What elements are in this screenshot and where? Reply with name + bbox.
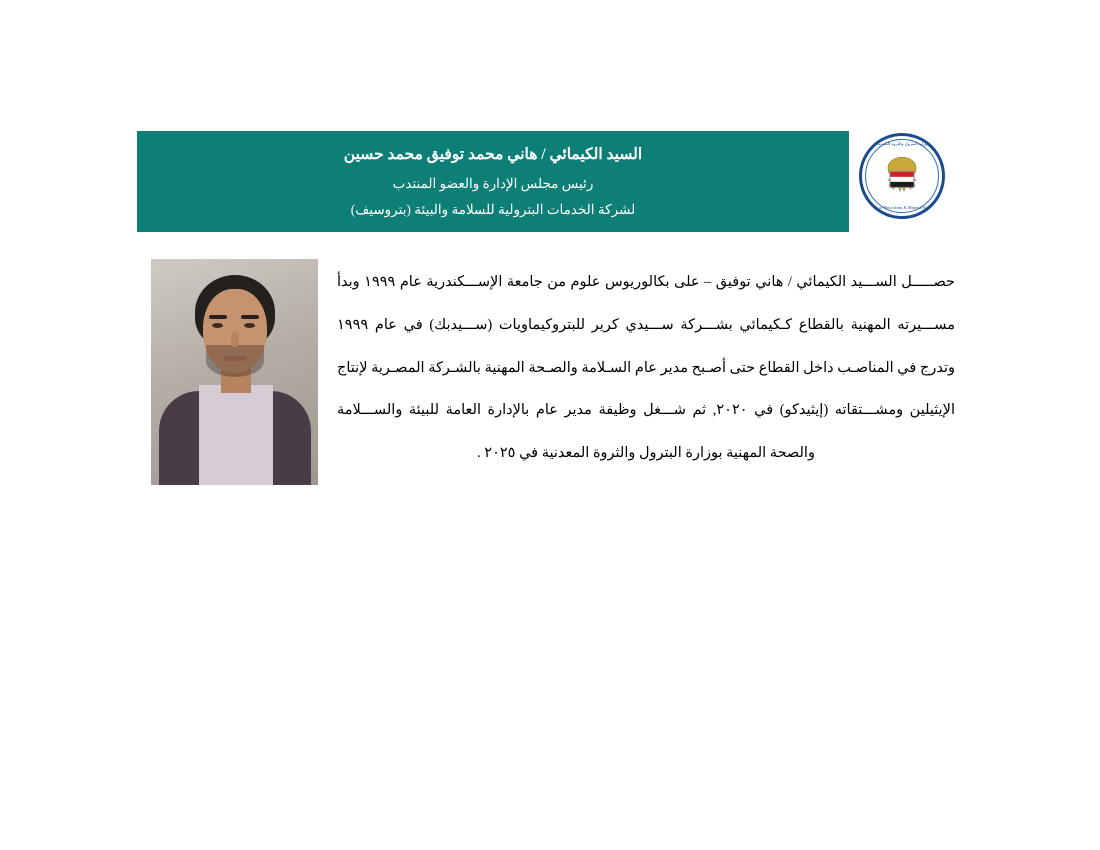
egypt-flag-icon (890, 171, 915, 188)
person-role-line-1: رئيس مجلس الإدارة والعضو المنتدب (392, 175, 594, 191)
ministry-logo-icon (859, 133, 945, 219)
emblem-ring-text-bottom: Ministry of Petroleum & Mineral Resources (862, 205, 942, 210)
emblem-ring-text-top: وزارة البترول والثروة المعدنية (876, 141, 928, 146)
ministry-emblem (859, 133, 945, 219)
header-banner (137, 131, 849, 232)
person-name: السيد الكيمائي / هاني محمد توفيق محمد حسين (343, 145, 643, 163)
portrait-photo (151, 259, 318, 485)
biography-paragraph: حصـــــل الســـيد الكيمائي / هاني توفيق – على بكالوريوس علوم من جامعة الإســـكندرية عام ١٩٩٩ وبدأ مســـيرته المهنية بالقطاع كـكيمائي بشـــركة ســـيدي كرير للبتروكيماويات (ســـيدبك) في عام ١٩٩٩ وتدرج في المناصـب داخل القطاع حتى أصـبح مدير عام السـلامة والصـحة المهنية بالشـركة المصـرية لإنتاج الإيثيلين ومشـــتقاته (إيثيدكو) في ٢٠٢٠, ثم شـــغل وظيفة مدير عام بالإدارة العامة للبيئة والســـلامة والصحة المهنية بوزارة البترول والثروة المعدنية في ٢٠٢٥ . (337, 274, 955, 462)
person-role-line-2: لشركة الخدمات البترولية للسلامة والبيئة (بتروسيف) (350, 202, 636, 218)
